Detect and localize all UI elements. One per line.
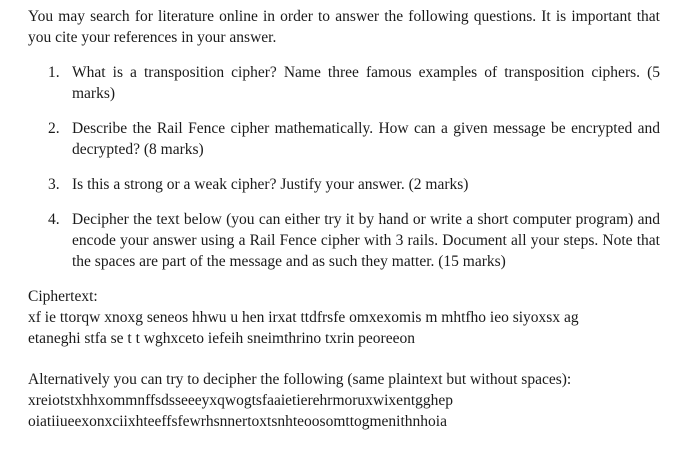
ciphertext-line-2: etaneghi stfa se t t wghxceto iefeih sneimthrino txrin peoreeon: [28, 330, 415, 347]
question-number: 1.: [48, 64, 60, 81]
question-number: 2.: [48, 120, 60, 137]
question-item: [28, 118, 660, 160]
question-text: Describe the Rail Fence cipher mathematically. How can a given message be encrypted and decrypted? (8 marks): [72, 120, 660, 158]
question-text: Decipher the text below (you can either try it by hand or write a short computer program) and encode your answer using a Rail Fence cipher with 3 rails. Document all your steps. Note that the spaces are part of the message and as such they matter. (15 marks): [72, 211, 660, 270]
alternative-ciphertext-line-2: oiatiiueexonxciixhteeffsfewrhsnnertoxtsnhteoosomttogmenithnhoia: [28, 413, 447, 430]
intro-paragraph: You may search for literature online in order to answer the following questions. It is important that you cite your references in your answer.: [28, 8, 660, 46]
question-list: [28, 62, 660, 272]
question-item: [28, 62, 660, 104]
question-text: Is this a strong or a weak cipher? Justify your answer. (2 marks): [72, 176, 469, 193]
ciphertext-line-1: xf ie ttorqw xnoxg seneos hhwu u hen irxat ttdfrsfe omxexomis m mhtfho ieo siyoxsx ag: [28, 309, 579, 326]
alternative-instructions: Alternatively you can try to decipher the following (same plaintext but without spaces):: [28, 371, 572, 388]
question-number: 4.: [48, 211, 60, 228]
question-number: 3.: [48, 176, 60, 193]
question-item: [28, 174, 660, 195]
question-text: What is a transposition cipher? Name three famous examples of transposition ciphers. (5 marks): [72, 64, 660, 102]
alternative-ciphertext-line-1: xreiotstxhhxommnffsdsseeeyxqwogtsfaaietierehrmoruxwixentgghep: [28, 392, 454, 409]
question-item: [28, 209, 660, 272]
ciphertext-label: Ciphertext:: [28, 288, 98, 305]
assignment-document: [28, 6, 660, 432]
